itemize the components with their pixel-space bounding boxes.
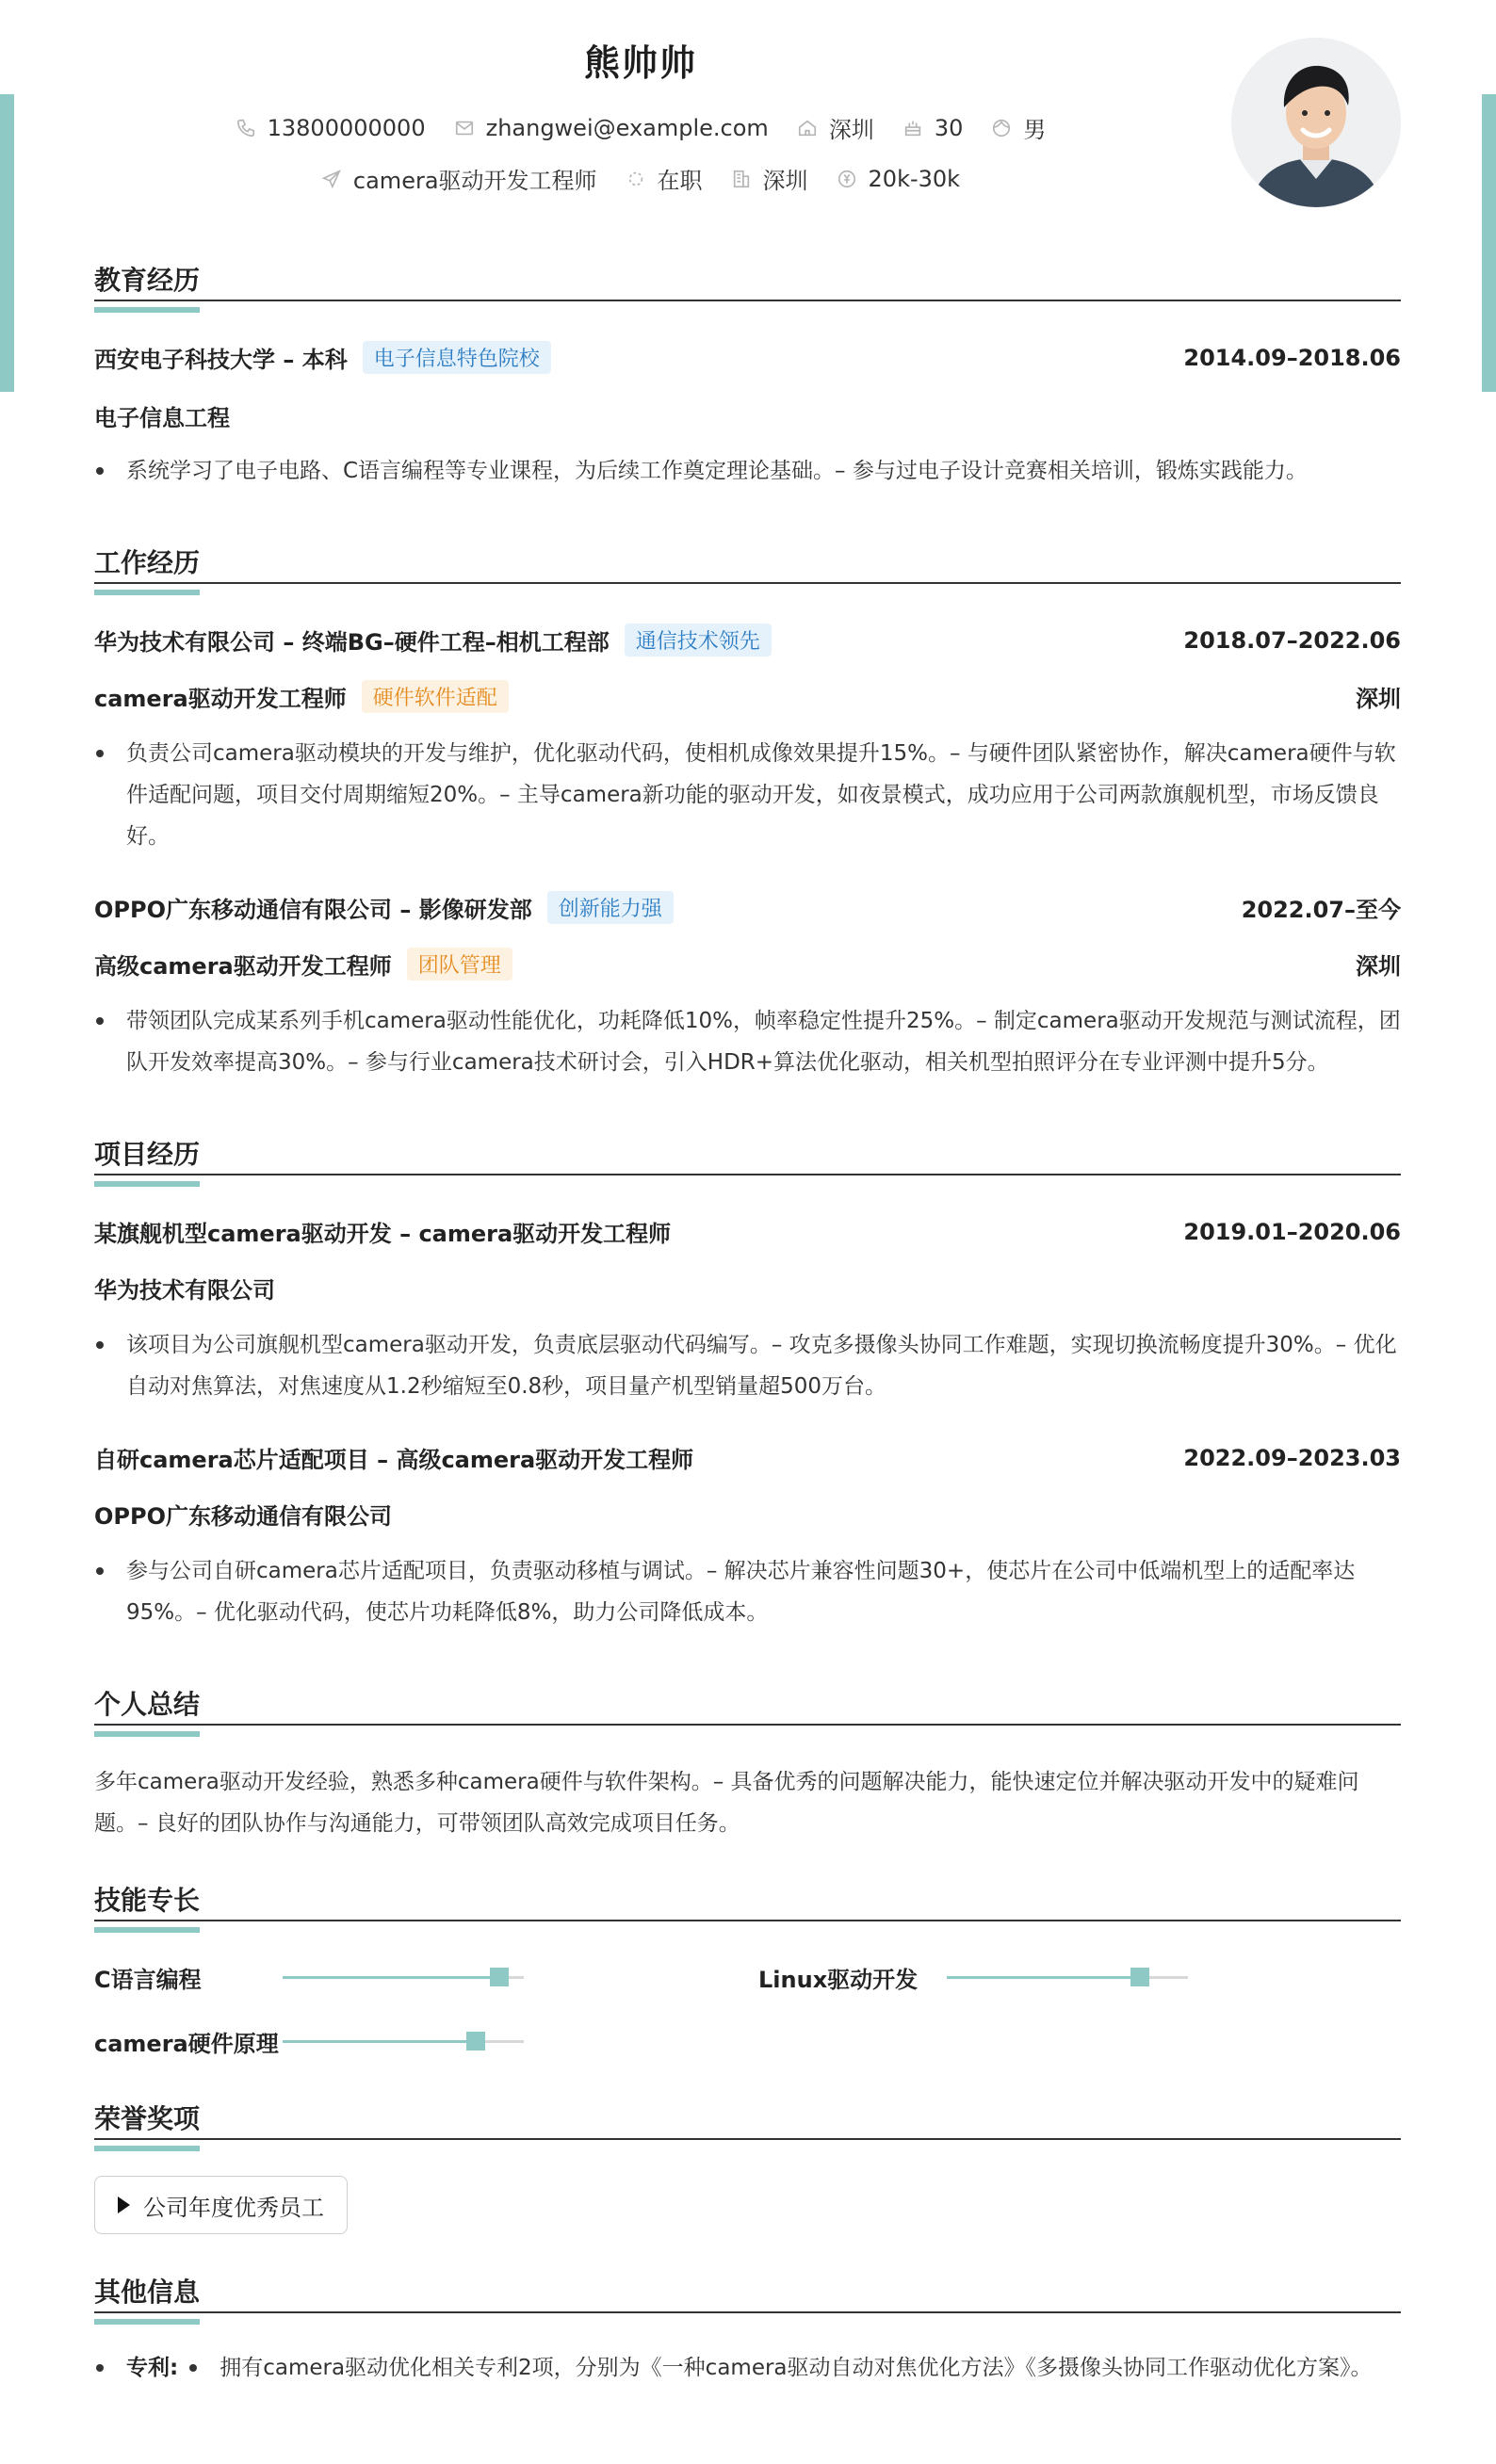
other-info-value: 拥有camera驱动优化相关专利2项，分别为《一种camera驱动自动对焦优化方法》《多摄像头协同工作驱动优化方案》。	[186, 2347, 1372, 2389]
gender-info	[991, 111, 1046, 144]
education-header-row	[94, 341, 1401, 374]
email-text: zhangwei@example.com	[485, 114, 769, 141]
company-name: OPPO广东移动通信有限公司 – 影像研发部	[94, 897, 532, 923]
section-title: 荣誉奖项	[94, 2095, 1401, 2140]
gender-text: 男	[1023, 117, 1047, 143]
honors-section	[94, 2095, 1401, 2140]
education-section	[94, 256, 1401, 301]
triangle-bullet-icon	[118, 2197, 130, 2213]
project-1-desc: 该项目为公司旗舰机型camera驱动开发，负责底层驱动代码编写。– 攻克多摄像头协同工作难题，实现切换流畅度提升30%。– 优化自动对焦算法，对焦速度从1.2秒缩短至0.8秒，项目量产机型销量超500万台。	[94, 1324, 1401, 1407]
position-tag: 硬件软件适配	[362, 680, 509, 713]
education-date: 2014.09–2018.06	[1183, 344, 1401, 371]
phone-info	[236, 115, 426, 141]
work-2-header-row	[94, 891, 1401, 924]
project-date: 2022.09–2023.03	[1183, 1444, 1401, 1471]
skill-item	[758, 1961, 1188, 1994]
education-desc: 系统学习了电子电路、C语言编程等专业课程，为后续工作奠定理论基础。– 参与过电子设计竞赛相关培训，锻炼实践能力。	[94, 450, 1401, 492]
salary-text: 20k-30k	[868, 165, 961, 192]
company-name: 华为技术有限公司 – 终端BG–硬件工程–相机工程部	[94, 629, 610, 656]
honor-item	[94, 2176, 348, 2234]
work-date: 2022.07–至今	[1241, 897, 1401, 923]
position-name: 高级camera驱动开发工程师	[94, 953, 392, 980]
skill-level-knob	[490, 1968, 509, 1986]
school-tag: 电子信息特色院校	[363, 341, 551, 374]
section-title: 教育经历	[94, 256, 1401, 301]
section-title: 技能专长	[94, 1876, 1401, 1921]
project-title: 某旗舰机型camera驱动开发 – camera驱动开发工程师	[94, 1221, 672, 1247]
skill-name: Linux驱动开发	[758, 1967, 919, 1993]
project-title: 自研camera芯片适配项目 – 高级camera驱动开发工程师	[94, 1447, 694, 1473]
position-tag: 团队管理	[407, 948, 512, 981]
skill-level-bar	[283, 1976, 524, 1979]
age-text: 30	[934, 114, 964, 141]
project-date: 2019.01–2020.06	[1183, 1218, 1401, 1245]
work-1-position-row	[94, 680, 1401, 713]
section-title: 项目经历	[94, 1130, 1401, 1175]
skills-section	[94, 1876, 1401, 1921]
status-info	[626, 162, 703, 195]
cake-icon	[902, 118, 923, 138]
building-icon	[731, 169, 752, 189]
city-info	[731, 162, 808, 195]
resume-page	[94, 0, 1401, 2464]
project-2-company-row	[94, 1498, 1401, 1531]
skill-level-bar	[947, 1976, 1188, 1979]
hometown-info	[797, 111, 874, 144]
section-title: 工作经历	[94, 539, 1401, 584]
work-2-position-row	[94, 948, 1401, 981]
other-info-section	[94, 2268, 1401, 2313]
work-city: 深圳	[1356, 686, 1401, 712]
job-target-info	[321, 162, 597, 195]
sync-icon	[626, 169, 646, 189]
project-company: 华为技术有限公司	[94, 1277, 275, 1304]
job-intent-row	[94, 162, 1187, 195]
work-city: 深圳	[1356, 953, 1401, 980]
work-1-header-row	[94, 624, 1401, 657]
skill-name: C语言编程	[94, 1967, 202, 1993]
job-target-text: camera驱动开发工程师	[352, 168, 597, 194]
city-text: 深圳	[762, 168, 808, 194]
company-tag: 创新能力强	[547, 891, 674, 924]
age-info	[902, 115, 964, 141]
work-1-desc: 负责公司camera驱动模块的开发与维护，优化驱动代码，使相机成像效果提升15%。– 与硬件团队紧密协作，解决camera硬件与软件适配问题，项目交付周期缩短20%。– 主导camera新功能的驱动开发，如夜景模式，成功应用于公司两款旗舰机型，市场反馈良好。	[94, 733, 1401, 857]
company-tag: 通信技术领先	[625, 624, 772, 657]
project-2-header-row	[94, 1441, 1401, 1474]
honor-name: 公司年度优秀员工	[143, 2194, 324, 2221]
section-title: 其他信息	[94, 2268, 1401, 2313]
send-icon	[321, 169, 342, 189]
summary-section	[94, 1680, 1401, 1726]
phone-text: 13800000000	[267, 114, 426, 141]
section-title: 个人总结	[94, 1680, 1401, 1726]
home-icon	[797, 118, 818, 138]
yen-icon	[837, 169, 857, 189]
school-name: 西安电子科技大学 – 本科	[94, 347, 348, 373]
salary-info	[837, 166, 961, 192]
left-accent-bar	[0, 94, 14, 392]
skill-level-knob	[466, 2032, 485, 2051]
position-name: camera驱动开发工程师	[94, 686, 347, 712]
summary-text: 多年camera驱动开发经验，熟悉多种camera硬件与软件架构。– 具备优秀的问题解决能力，能快速定位并解决驱动开发中的疑难问题。– 良好的团队协作与沟通能力，可带领团队高效完成项目任务。	[94, 1770, 1359, 1836]
mail-icon	[454, 118, 475, 138]
face-icon	[991, 118, 1012, 138]
work-date: 2018.07–2022.06	[1183, 626, 1401, 654]
project-2-desc: 参与公司自研camera芯片适配项目，负责驱动移植与调试。– 解决芯片兼容性问题30+，使芯片在公司中低端机型上的适配率达95%。– 优化驱动代码，使芯片功耗降低8%，助力公司降低成本。	[94, 1550, 1401, 1633]
projects-section	[94, 1130, 1401, 1175]
skill-name: camera硬件原理	[94, 2031, 279, 2057]
skill-level-bar	[283, 2040, 524, 2043]
avatar	[1231, 38, 1401, 207]
work-section	[94, 539, 1401, 584]
contact-row	[94, 111, 1187, 144]
other-info-item	[94, 2347, 1401, 2389]
status-text: 在职	[657, 168, 703, 194]
skill-item	[94, 2025, 524, 2058]
hometown-text: 深圳	[828, 117, 874, 143]
candidate-name: 熊帅帅	[583, 42, 697, 84]
skill-level-knob	[1130, 1968, 1149, 1986]
project-1-company-row	[94, 1272, 1401, 1305]
project-1-header-row	[94, 1215, 1401, 1248]
right-accent-bar	[1482, 94, 1496, 392]
email-info	[454, 115, 769, 141]
project-company: OPPO广东移动通信有限公司	[94, 1503, 392, 1530]
work-2-desc: 带领团队完成某系列手机camera驱动性能优化，功耗降低10%，帧率稳定性提升25%。– 制定camera驱动开发规范与测试流程，团队开发效率提高30%。– 参与行业camera技术研讨会，引入HDR+算法优化驱动，相关机型拍照评分在专业评测中提升5分。	[94, 1000, 1401, 1083]
education-major-row	[94, 399, 1401, 432]
other-info-key: 专利:	[94, 2347, 178, 2389]
major-name: 电子信息工程	[94, 405, 230, 431]
skill-item	[94, 1961, 524, 1994]
phone-icon	[236, 118, 256, 138]
